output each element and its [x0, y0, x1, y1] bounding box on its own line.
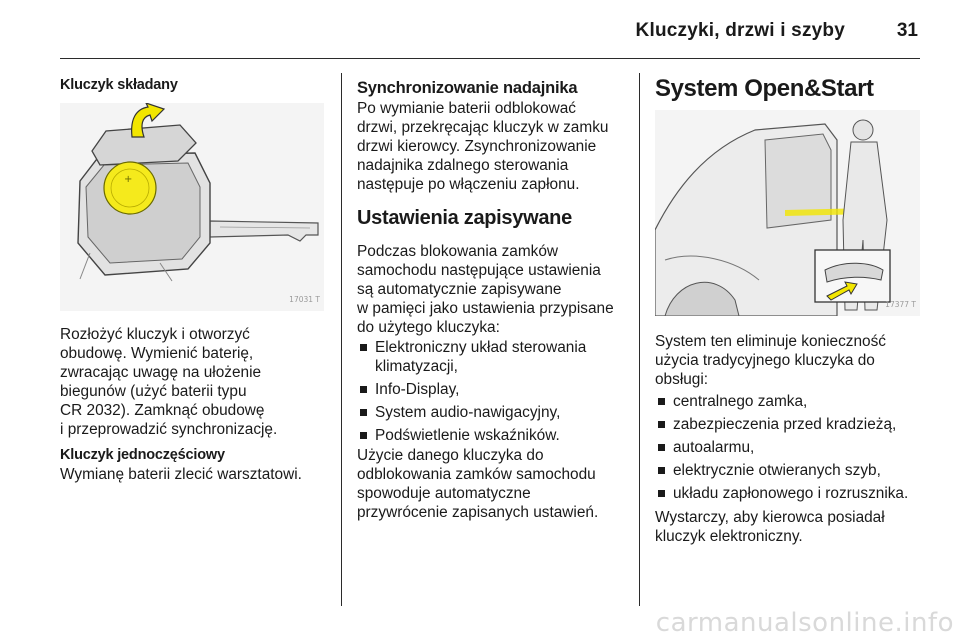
- text-line: przywrócenie zapisanych ustawień.: [357, 504, 599, 521]
- heading-folding-key: Kluczyk składany: [60, 77, 178, 93]
- list-item: [357, 426, 632, 445]
- text-line: obsługi:: [655, 371, 709, 388]
- folding-key-illustration: [60, 103, 324, 311]
- text-line: odblokowania zamków samochodu: [357, 466, 596, 483]
- open-start-closing: [655, 508, 925, 546]
- watermark: carmanualsonline.info: [655, 608, 954, 638]
- list-item: zabezpieczenia przed kradzieżą,: [655, 415, 930, 434]
- open-start-list: [655, 392, 930, 507]
- chapter-title: Kluczyki, drzwi i szyby: [635, 20, 845, 41]
- list-item: elektrycznie otwieranych szyb,: [655, 461, 930, 480]
- stored-settings-intro: [357, 242, 632, 337]
- header-rule: [60, 58, 920, 59]
- text-line: zwracając uwagę na ułożenie: [60, 364, 262, 381]
- text-line: użycia tradycyjnego kluczyka do: [655, 352, 875, 369]
- text-line: nadajnika zdalnego sterowania: [357, 157, 569, 174]
- one-piece-key-text: Wymianę baterii zlecić warsztatowi.: [60, 466, 302, 483]
- list-item-line: Elektroniczny układ sterowania: [375, 339, 587, 356]
- text-line: kluczyk elektroniczny.: [655, 528, 803, 545]
- list-item: układu zapłonowego i rozrusznika.: [655, 484, 930, 503]
- text-line: Po wymianie baterii odblokować: [357, 100, 577, 117]
- text-line: CR 2032). Zamknąć obudowę: [60, 402, 265, 419]
- text-line: drzwi, przekręcając kluczyk w zamku: [357, 119, 609, 136]
- list-item-line: Info-Display,: [375, 381, 460, 398]
- battery-instructions: [60, 325, 330, 439]
- heading-stored-settings: Ustawienia zapisywane: [357, 207, 572, 229]
- list-item: [357, 380, 632, 399]
- stored-settings-list: [357, 338, 632, 449]
- open-start-intro: [655, 332, 925, 389]
- heading-synchronization: Synchronizowanie nadajnika: [357, 79, 578, 97]
- text-line: do użytego kluczyka:: [357, 319, 500, 336]
- text-line: Użycie danego kluczyka do: [357, 447, 544, 464]
- column-divider-right: [639, 73, 640, 606]
- heading-one-piece-key: Kluczyk jednoczęściowy: [60, 447, 225, 463]
- synchronization-text: [357, 99, 632, 194]
- text-line: Wystarczy, aby kierowca posiadał: [655, 509, 885, 526]
- text-line: samochodu następujące ustawienia: [357, 262, 601, 279]
- list-item: autoalarmu,: [655, 438, 930, 457]
- list-item: centralnego zamka,: [655, 392, 930, 411]
- text-line: następuje po włączeniu zapłonu.: [357, 176, 580, 193]
- list-item: [357, 403, 632, 422]
- svg-text:+: +: [124, 174, 133, 185]
- text-line: obudowę. Wymienić baterię,: [60, 345, 254, 362]
- list-item: [357, 338, 632, 376]
- text-line: drzwi kierowcy. Zsynchronizowanie: [357, 138, 597, 155]
- list-item-line: klimatyzacji,: [375, 358, 458, 375]
- text-line: są automatycznie zapisywane: [357, 281, 562, 298]
- text-line: Podczas blokowania zamków: [357, 243, 559, 260]
- stored-settings-closing: [357, 446, 632, 522]
- text-line: spowoduje automatyczne: [357, 485, 531, 502]
- heading-open-start: System Open&Start: [655, 75, 874, 102]
- text-line: i przeprowadzić synchronizację.: [60, 421, 278, 438]
- text-line: System ten eliminuje konieczność: [655, 333, 886, 350]
- figure-open-start: [655, 110, 920, 316]
- list-item-line: System audio-nawigacyjny,: [375, 404, 561, 421]
- text-line: biegunów (użyć baterii typu: [60, 383, 247, 400]
- figure-code: 17031 T: [289, 295, 320, 304]
- page-number: 31: [896, 20, 918, 41]
- text-line: w pamięci jako ustawienia przypisane: [357, 300, 614, 317]
- column-divider-left: [341, 73, 342, 606]
- figure-code: 17377 T: [885, 300, 916, 309]
- page-header: [60, 0, 920, 58]
- figure-folding-key: [60, 103, 324, 311]
- text-line: Rozłożyć kluczyk i otworzyć: [60, 326, 250, 343]
- list-item-line: Podświetlenie wskaźników.: [375, 427, 560, 444]
- open-start-illustration: [655, 110, 920, 316]
